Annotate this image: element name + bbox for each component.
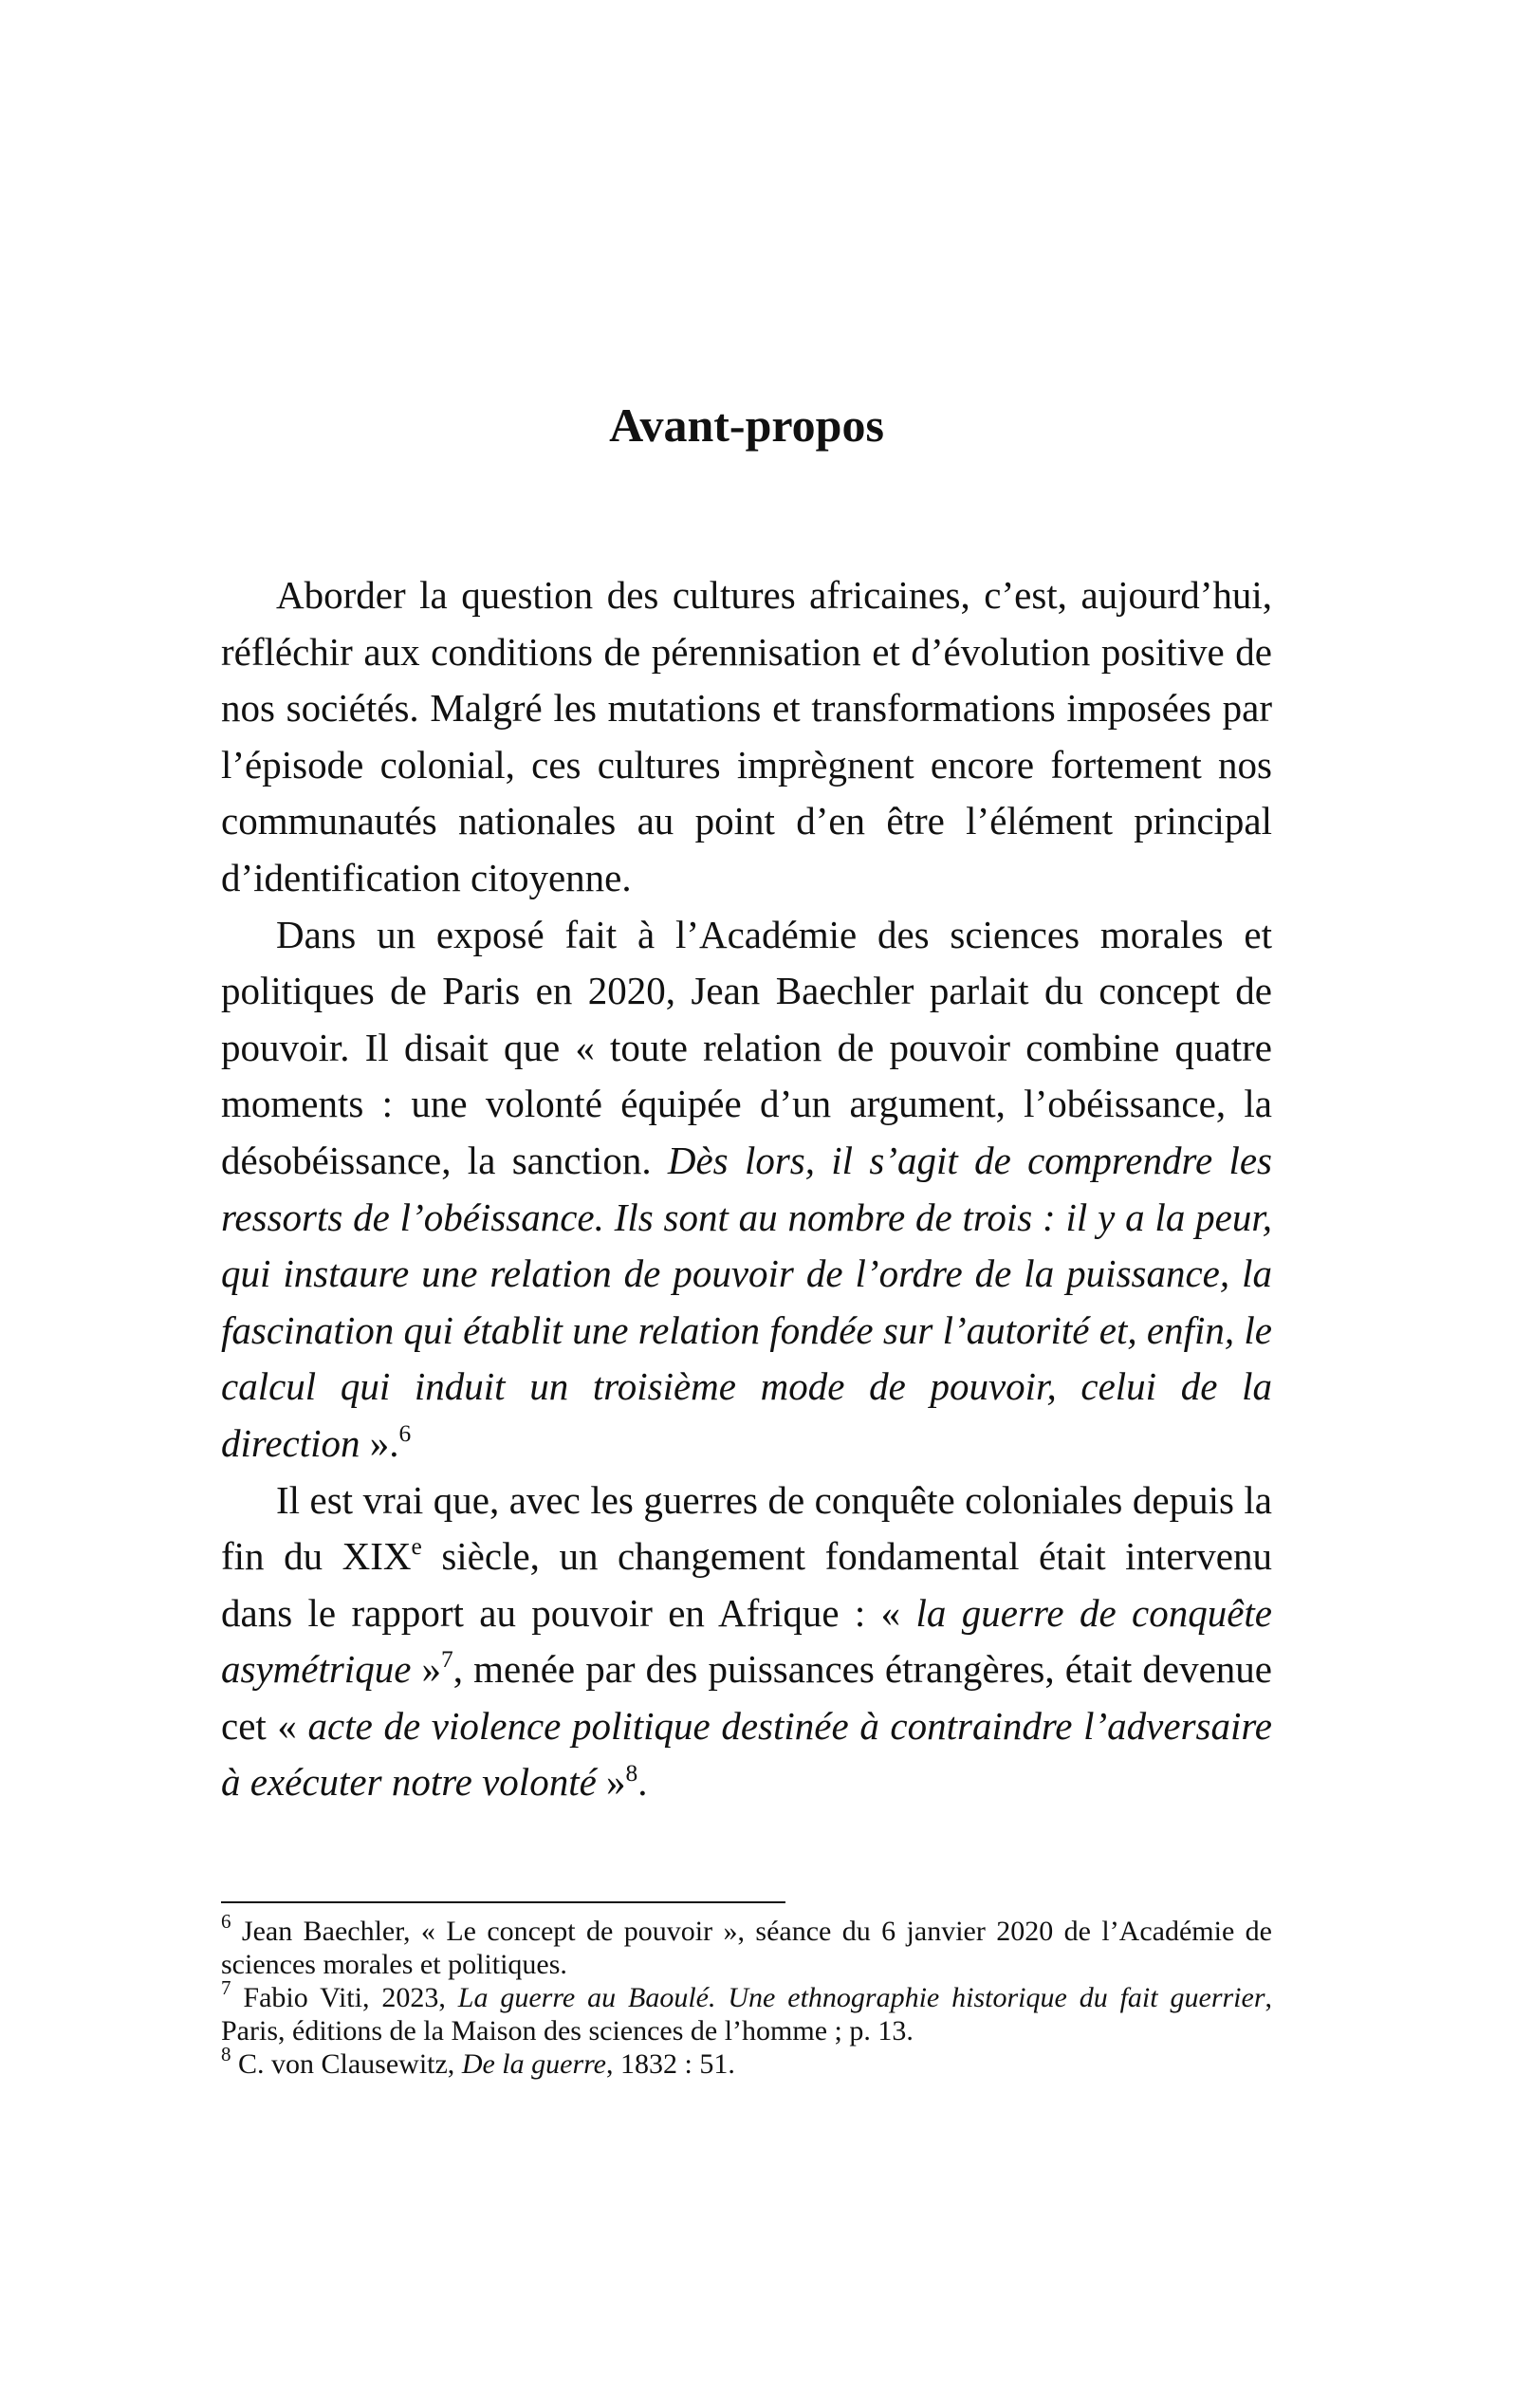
paragraph-text: , menée par des puissances étrangères, était devenue cet « <box>221 1647 1273 1748</box>
paragraph-text: » <box>411 1647 442 1692</box>
paragraph-3 <box>221 1473 1272 1812</box>
paragraph-text: » <box>596 1760 626 1805</box>
superscript-e: e <box>411 1533 422 1561</box>
paragraph-text: . <box>637 1760 648 1805</box>
paragraph-text: Il est vrai que, avec les guerres de conquête coloniales depuis la fin du XIX <box>221 1477 1272 1579</box>
footnote-text: , 1832 : 51. <box>606 2048 735 2080</box>
footnote-text: Jean Baechler, « Le concept de pouvoir », séance du 6 janvier 2020 de l’Académie de sciences morales et politiques. <box>221 1916 1272 1980</box>
footnote-6 <box>221 1909 1272 1981</box>
paragraph-text: ». <box>360 1420 399 1465</box>
paragraph-text: Aborder la question des cultures africaines, c’est, aujourd’hui, réfléchir aux conditions de pérennisation et d’évolution positive de nos sociétés. Malgré les mutations et transformations imposées par l’épisode colonial, ces cultures imprègnent encore fortement nos communautés nationales au point d’en être l’élément principal d’identification citoyenne. <box>221 573 1272 899</box>
footnote-8 <box>221 2042 1272 2081</box>
footnote-book-title: De la guerre <box>461 2048 606 2080</box>
footnote-7 <box>221 1975 1272 2047</box>
paragraph-text: siècle, un changement fondamental était intervenu dans le rapport au pouvoir en Afrique : « <box>221 1534 1272 1635</box>
paragraph-2 <box>221 907 1272 1473</box>
footnote-separator <box>221 1901 785 1903</box>
footnote-text: , Paris, éditions de la Maison des sciences de l’homme ; p. 13. <box>221 1982 1272 2047</box>
footnote-number: 8 <box>221 2042 231 2065</box>
footnote-text: Fabio Viti, 2023, <box>231 1982 458 2013</box>
footnote-number: 7 <box>221 1975 231 1999</box>
page-title: Avant-propos <box>609 398 884 452</box>
paragraph-text: Dans un exposé fait à l’Académie des sciences morales et politiques de Paris en 2020, Jean Baechler parlait du concept de pouvoir. Il disait que « toute relation de pouvoir combine quatre moments : une volonté équipée d’un argument, l’obéissance, la désobéissance, la sanction. <box>221 912 1272 1182</box>
quotation-italic: la guerre de conquête asymétrique <box>221 1590 1272 1692</box>
paragraph-1 <box>221 567 1272 907</box>
footnote-reference: 8 <box>625 1759 638 1787</box>
footnote-book-title: La guerre au Baoulé. Une ethnographie historique du fait guerrier <box>457 1982 1265 2013</box>
footnote-text: C. von Clausewitz, <box>231 2048 462 2080</box>
footnote-number: 6 <box>221 1909 231 1933</box>
footnote-reference: 6 <box>398 1419 412 1447</box>
footnote-reference: 7 <box>441 1646 453 1674</box>
body-text <box>221 567 1272 1811</box>
quotation-italic: Dès lors, il s’agit de comprendre les ressorts de l’obéissance. Ils sont au nombre de trois : il y a la peur, qui instaure une relation de pouvoir de l’ordre de la puissance, la fascination qui établit une relation fondée sur l’autorité et, enfin, le calcul qui induit un troisième mode de pouvoir, celui de la direction <box>221 1138 1272 1465</box>
quotation-italic: acte de violence politique destinée à contraindre l’adversaire à exécuter notre volonté <box>221 1703 1273 1805</box>
footnotes <box>221 1909 1272 2081</box>
